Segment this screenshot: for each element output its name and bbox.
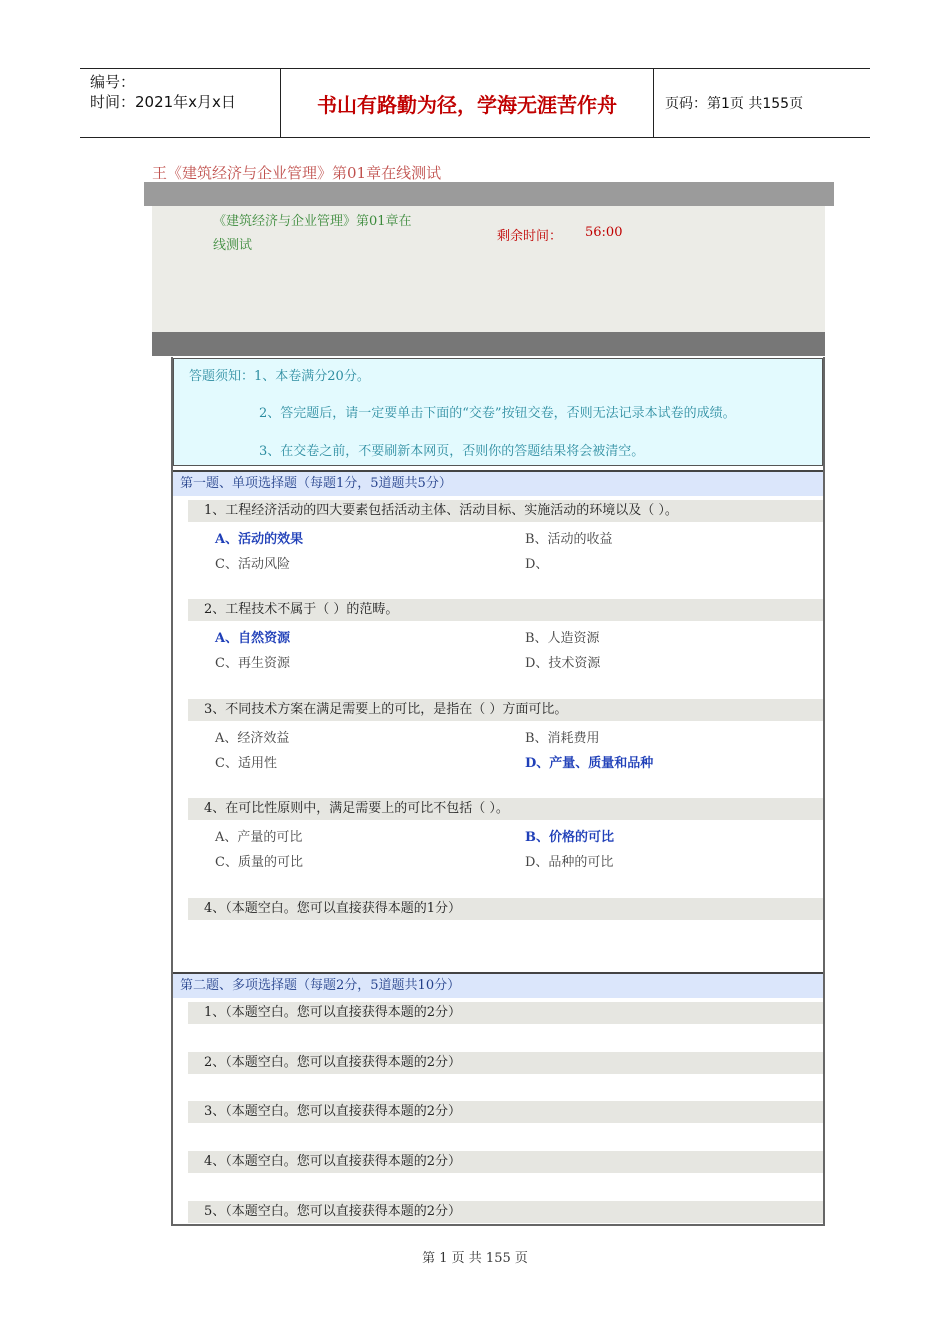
q2-option-b[interactable]: B、人造资源 [525, 631, 600, 646]
q4-option-d[interactable]: D、品种的可比 [525, 855, 614, 870]
question-2: 2、工程技术不属于（ ）的范畴。 [188, 599, 823, 621]
question-1: 1、工程经济活动的四大要素包括活动主体、活动目标、实施活动的环境以及（ ）。 [188, 500, 823, 522]
notice-line-2: 2、答完题后，请一定要单击下面的“交卷”按钮交卷，否则无法记录本试卷的成绩。 [259, 406, 736, 421]
q1-option-c[interactable]: C、活动风险 [215, 557, 290, 572]
q2-option-d[interactable]: D、技术资源 [525, 656, 601, 671]
test-title [213, 210, 453, 258]
blank-question-s2-3: 3、（本题空白。您可以直接获得本题的2分） [188, 1101, 823, 1123]
q1-option-d[interactable]: D、 [525, 557, 549, 572]
q4-option-b[interactable]: B、价格的可比 [525, 830, 614, 845]
q3-option-b[interactable]: B、消耗费用 [525, 731, 600, 746]
header-page-info: 页码：第1页 共155页 [665, 96, 804, 112]
notice-line-1: 答题须知：1、本卷满分20分。 [189, 369, 370, 384]
q1-option-b[interactable]: B、活动的收益 [525, 532, 613, 547]
test-title-line1: 《建筑经济与企业管理》第01章在 [213, 214, 412, 229]
blank-question-s2-2: 2、（本题空白。您可以直接获得本题的2分） [188, 1052, 823, 1074]
bottom-bar [152, 332, 825, 356]
document-header [80, 68, 870, 138]
q3-option-a[interactable]: A、经济效益 [215, 731, 290, 746]
top-bar [144, 182, 834, 206]
number-label: 编号： [90, 73, 136, 91]
document-title: 王《建筑经济与企业管理》第01章在线测试 [152, 164, 442, 182]
question-3: 3、不同技术方案在满足需要上的可比，是指在（ ）方面可比。 [188, 699, 823, 721]
notice-box [173, 358, 823, 466]
notice-line-3: 3、在交卷之前，不要刷新本网页，否则你的答题结果将会被清空。 [259, 444, 645, 459]
test-title-line2: 线测试 [213, 238, 253, 253]
header-meta-cell [80, 69, 281, 137]
blank-question-s2-1: 1、（本题空白。您可以直接获得本题的2分） [188, 1002, 823, 1024]
page-footer: 第 1 页 共 155 页 [422, 1251, 528, 1266]
blank-question-s2-4: 4、（本题空白。您可以直接获得本题的2分） [188, 1151, 823, 1173]
blank-question-4: 4、（本题空白。您可以直接获得本题的1分） [188, 898, 823, 920]
section2-heading: 第二题、多项选择题（每题2分，5道题共10分） [173, 972, 823, 998]
timer-value: 56:00 [585, 225, 623, 240]
blank-question-s2-5: 5、（本题空白。您可以直接获得本题的2分） [188, 1201, 823, 1223]
q2-option-a[interactable]: A、自然资源 [215, 631, 291, 646]
q3-option-c[interactable]: C、适用性 [215, 756, 277, 771]
q3-option-d[interactable]: D、产量、质量和品种 [525, 756, 654, 771]
section1-heading: 第一题、单项选择题（每题1分，5道题共5分） [173, 470, 823, 496]
q4-option-a[interactable]: A、产量的可比 [215, 830, 303, 845]
q4-option-c[interactable]: C、质量的可比 [215, 855, 303, 870]
time-label: 时间：2021年x月x日 [90, 93, 236, 111]
timer-label: 剩余时间： [497, 229, 563, 244]
question-4: 4、在可比性原则中，满足需要上的可比不包括（ ）。 [188, 798, 823, 820]
q1-option-a[interactable]: A、活动的效果 [215, 532, 304, 547]
header-motto: 书山有路勤为径，学海无涯苦作舟 [281, 69, 654, 137]
q2-option-c[interactable]: C、再生资源 [215, 656, 290, 671]
